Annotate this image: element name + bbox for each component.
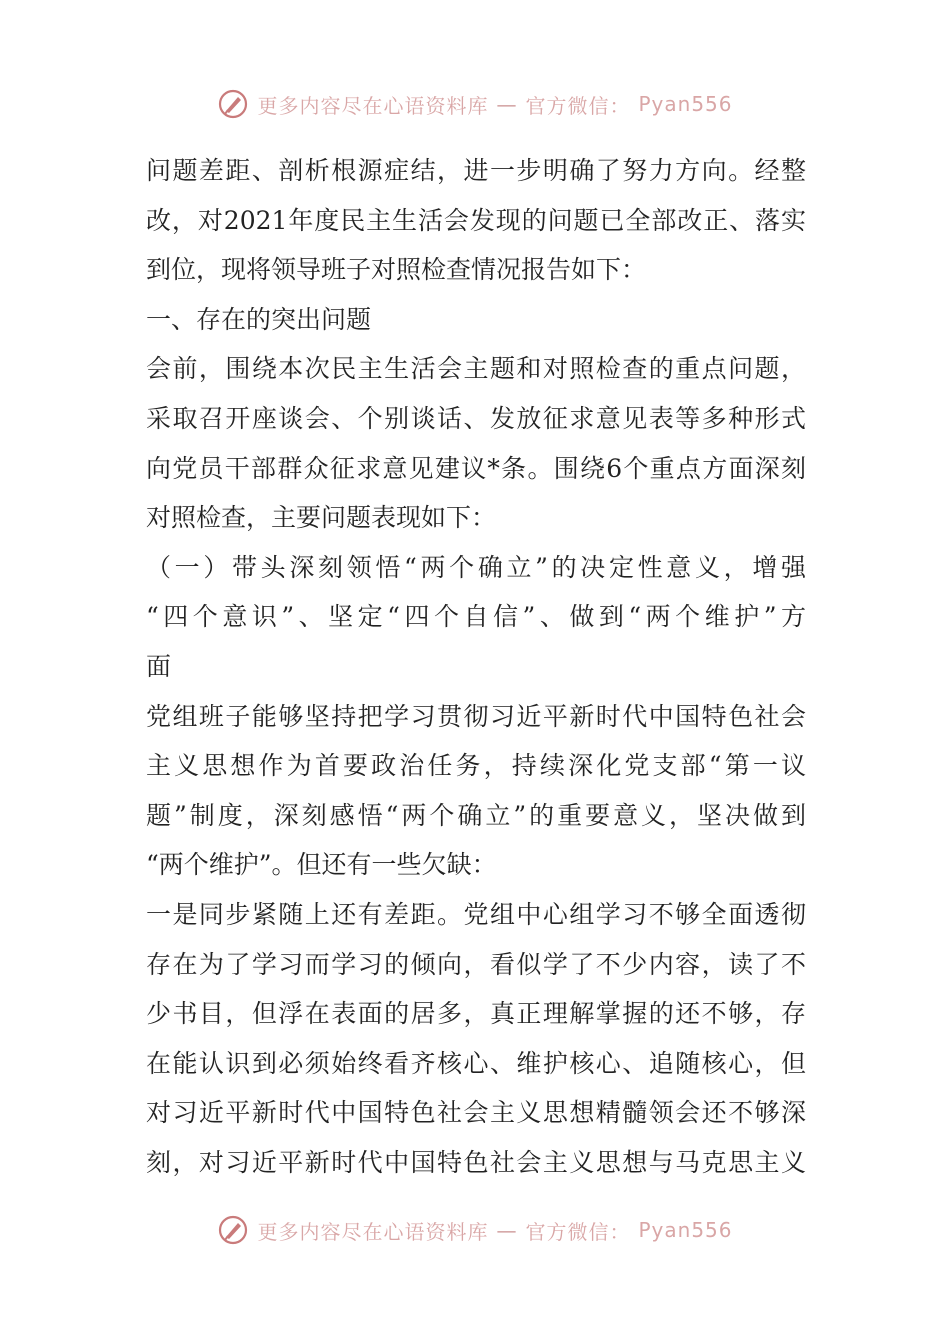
watermark-label: 官方微信： [525,1219,631,1244]
watermark-footer [0,1210,950,1250]
document-body [146,146,806,1187]
text-line: 在能认识到必须始终看齐核心、维护核心、追随核心，但 [146,1048,806,1078]
quill-pen-icon [217,88,249,120]
watermark-header [0,84,950,124]
watermark-separator: — [496,92,518,116]
text-line: 对照检查，主要问题表现如下： [146,503,497,533]
text-line: 向党员干部群众征求意见建议*条。围绕6个重点方面深刻 [146,453,806,483]
text-line: 改，对2021年度民主生活会发现的问题已全部改正、落实 [146,205,806,235]
text-line: 采取召开座谈会、个别谈话、发放征求意见表等多种形式 [146,403,806,433]
text-line: 会前，围绕本次民主生活会主题和对照检查的重点问题， [146,354,806,384]
text-line: 一是同步紧随上还有差距。党组中心组学习不够全面透彻 [146,899,806,929]
text-line: 主义思想作为首要政治任务，持续深化党支部“第一议 [146,751,806,781]
text-line: 题”制度，深刻感悟“两个确立”的重要意义，坚决做到 [146,800,806,830]
watermark-label: 官方微信： [525,93,631,118]
text-line: 对习近平新时代中国特色社会主义思想精髓领会还不够深 [146,1098,806,1128]
watermark-text: 更多内容尽在心语资料库 [257,1219,489,1244]
text-line: 到位，现将领导班子对照检查情况报告如下： [146,255,647,285]
watermark-separator: — [496,1218,518,1242]
text-line: “两个维护”。但还有一些欠缺： [146,850,497,880]
subsection-heading: “四个意识”、坚定“四个自信”、做到“两个维护”方 [146,602,806,632]
subsection-heading: （一）带头深刻领悟“两个确立”的决定性意义，增强 [146,552,806,582]
quill-pen-icon [217,1214,249,1246]
section-heading: 一、存在的突出问题 [146,304,372,334]
text-line: 党组班子能够坚持把学习贯彻习近平新时代中国特色社会 [146,701,806,731]
text-line: 问题差距、剖析根源症结，进一步明确了努力方向。经整 [146,156,806,185]
text-line: 少书目，但浮在表面的居多，真正理解掌握的还不够，存 [146,999,806,1029]
subsection-heading: 面 [146,651,172,681]
watermark-text: 更多内容尽在心语资料库 [257,93,489,118]
watermark-wechat-id: Pyan556 [638,1218,733,1242]
watermark-wechat-id: Pyan556 [638,92,733,116]
text-line: 存在为了学习而学习的倾向，看似学了不少内容，读了不 [146,949,806,979]
text-line: 刻，对习近平新时代中国特色社会主义思想与马克思主义 [146,1147,806,1177]
